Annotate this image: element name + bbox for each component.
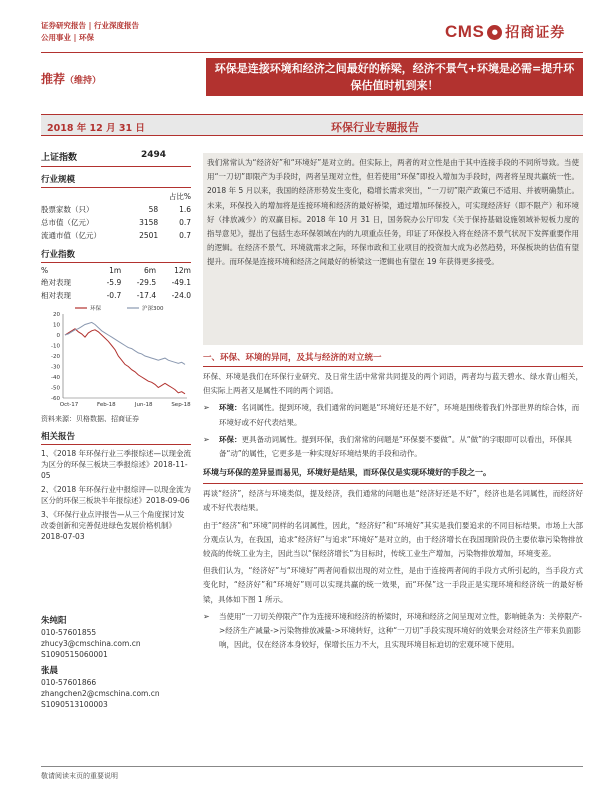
analyst-info bbox=[41, 610, 191, 710]
report-tag-2: 公用事业 | 环保 bbox=[41, 33, 94, 42]
series-line bbox=[65, 329, 185, 394]
y-tick-label: 0 bbox=[56, 333, 60, 339]
bullet-item bbox=[203, 610, 583, 653]
table-row bbox=[41, 289, 191, 302]
scale-cell: 1.6 bbox=[179, 205, 191, 214]
report-tags bbox=[41, 20, 139, 44]
scale-cell: 流通市值（亿元） bbox=[41, 231, 101, 240]
perf-table bbox=[41, 265, 191, 302]
y-tick-label: -60 bbox=[51, 396, 60, 402]
scale-cell: 3158 bbox=[139, 218, 159, 227]
scale-title: 行业规模 bbox=[41, 175, 76, 185]
y-tick-label: 10 bbox=[53, 322, 60, 329]
scale-cell: 0.7 bbox=[179, 218, 191, 227]
index-value: 2494 bbox=[140, 150, 166, 160]
perf-cell: 相对表现 bbox=[41, 291, 71, 300]
perf-cell: 绝对表现 bbox=[41, 278, 71, 287]
section-heading: 一、环保、环境的异同，及其与经济的对立统一 bbox=[203, 351, 583, 367]
key-finding: 环境与环保的差异显而易见，环境好是结果，而环保仅是实现环境好的手段之一。 bbox=[203, 467, 583, 484]
analyst-phone: 010-57601866 bbox=[41, 678, 97, 687]
cms-logo bbox=[445, 22, 565, 42]
perf-head: 6m bbox=[144, 266, 157, 275]
y-tick-label: -50 bbox=[51, 385, 60, 392]
perf-cell: -0.7 bbox=[106, 291, 122, 300]
table-row bbox=[41, 265, 191, 276]
analyst-id: S1090515060001 bbox=[41, 650, 108, 659]
report-tag-1: 证券研究报告 | 行业深度报告 bbox=[41, 21, 139, 30]
bullet-head: 环保： bbox=[219, 434, 242, 444]
x-tick-label: Oct-17 bbox=[59, 402, 79, 408]
rating-sub: （维持） bbox=[65, 76, 102, 86]
related-list bbox=[41, 448, 191, 542]
index-row bbox=[41, 150, 191, 167]
analyst-name: 张晨 bbox=[41, 666, 59, 676]
related-report-link[interactable]: 2、《2018 年环保行业中报综评—以现金流为区分的环保三板块半年报综述》2018-09-06 bbox=[41, 485, 191, 505]
scale-cell: 总市值（亿元） bbox=[41, 218, 94, 227]
perf-cell: -49.1 bbox=[171, 278, 191, 287]
analyst-name: 朱纯阳 bbox=[41, 616, 67, 626]
perf-cell: -24.0 bbox=[171, 291, 191, 300]
analyst-phone: 010-57601855 bbox=[41, 628, 97, 637]
related-title: 相关报告 bbox=[41, 432, 76, 442]
paragraph: 由于“经济”和“环境”同样的名词属性，因此，“经济好”和“环境好”其实是我们要追求的不同目标结果。市场上大部分观点认为，在我国，追求“经济好”与追求“环境好”是对立的，由于经济增长在我国现阶段仍主要依靠污染物排放较高的传统工业为主，因此当以“保经济增长”为目标时，传统工业生产增加，污染物排放增加，环境变差。 bbox=[203, 520, 583, 559]
table-row bbox=[41, 216, 191, 229]
index-chart bbox=[41, 302, 191, 412]
y-tick-label: -20 bbox=[51, 354, 60, 360]
table-row bbox=[41, 203, 191, 216]
date-bar bbox=[41, 114, 583, 136]
y-tick-label: 20 bbox=[53, 312, 60, 318]
bullet-text: 名词属性。提到环境，我们通常的问题是“环境好还是不好”，环境是围绕着我们外部世界的综合体，而环境好或不好代表结果。 bbox=[219, 403, 580, 427]
perf-cell: -17.4 bbox=[136, 291, 157, 300]
legend-label: 环保 bbox=[90, 306, 102, 312]
related-report-link[interactable]: 1、《2018 年环保行业三季报综述—以现金流为区分的环保三板块三季报综述》2018-11-05 bbox=[41, 449, 191, 480]
analyst-email[interactable]: zhucy3@cmschina.com.cn bbox=[41, 639, 141, 648]
perf-head: 12m bbox=[174, 266, 191, 275]
header-divider bbox=[41, 52, 583, 53]
related-rule bbox=[41, 444, 191, 445]
perf-cell: -5.9 bbox=[106, 278, 122, 287]
rating bbox=[41, 70, 101, 87]
bullet-text: 当使用“一刀切关停限产”作为连接环境和经济的桥梁时，环境和经济之间呈现对立性，影响链条为：关停限产->经济生产减量->污染物排放减量->环境转好，这种“一刀切”手段实现环境好的效果会对经济生产带来负面影响，因此，仅在经济本身较好，保增长压力不大，且实现环境目标迫切的宏观环境下使用。 bbox=[219, 611, 582, 650]
index-label: 上证指数 bbox=[41, 153, 78, 163]
series-line bbox=[65, 322, 185, 364]
legend-label: 沪深300 bbox=[142, 306, 164, 312]
footer-divider bbox=[41, 766, 583, 767]
arrow-bullet-icon: ➢ bbox=[203, 611, 210, 621]
summary-box: 我们常常认为“经济好”和“环境好”是对立的。但实际上，两者的对立性是由于其中连接手段的不同所导致。当使用“一刀切”即限产为手段时，两者呈现对立性，但若使用“环保”即投入增加为手段时，两者将呈现共赢统一性。2018 年 5 月以来，我国的经济形势发生变化，稳增长需求突出，“一刀切”限产政策已不适用、并被明确禁止。未来，环保投入的增加将是连接环境和经济的最好桥梁，通过增加环保投入，可实现经济好（即不限产）和环境好（排放减少）的双赢目标。2018 年 10 月 31 日，国务院办公厅印发《关于保持基础设施领域补短板力度的指导意见》，提出了包括生态环保领域在内的九项重点任务，印证了环保投入将在经济不景气状况下发挥重要作用的逻辑。在经济不景气、环境就需求之际，环保市政和工业项目的投资加大成为必然趋势，环保板块的估值有望提升。而环保是连接环境和经济之间最好的桥梁这一逻辑也有望在 19 年获得更多接受。 bbox=[203, 153, 583, 345]
perf-rule bbox=[41, 262, 191, 263]
paragraph: 但我们认为，“经济好”与“环境好”两者间看似出现的对立性，是由于连接两者间的手段方式所引起的，当手段方式变化时，“经济好”和“环境好”则可以实现共赢的统一效果，而“环保”这一手段正是实现环境和经济统一的最好桥梁，具体如下图 1 所示。 bbox=[203, 566, 583, 604]
scale-cell: 2501 bbox=[139, 231, 159, 240]
headline-banner: 环保是连接环境和经济之间最好的桥梁，经济不景气+环境是必需=提升环保估值时机到来！ bbox=[206, 58, 583, 96]
scale-cell: 0.7 bbox=[179, 231, 191, 240]
report-date: 2018 年 12 月 31 日 bbox=[47, 123, 145, 134]
arrow-bullet-icon: ➢ bbox=[203, 434, 210, 444]
chart-source: 资料来源：贝格数据、招商证券 bbox=[41, 415, 139, 423]
rating-label: 推荐 bbox=[41, 72, 66, 86]
table-row bbox=[41, 229, 191, 242]
y-tick-label: -30 bbox=[51, 364, 60, 371]
table-row bbox=[41, 276, 191, 289]
perf-head: % bbox=[41, 266, 49, 275]
perf-cell: -29.5 bbox=[136, 278, 157, 287]
related-report-link[interactable]: 3、《环保行业点评报告—从三个角度探讨发改委创新和完善促进绿色发展价格机制》2018-07-03 bbox=[41, 510, 185, 541]
scale-rule bbox=[41, 187, 191, 188]
logo-emblem-icon: ● bbox=[487, 25, 502, 40]
logo-text-en: CMS bbox=[445, 22, 485, 41]
bullet-item bbox=[203, 433, 583, 461]
index-chart-svg bbox=[41, 302, 191, 412]
sidebar bbox=[41, 150, 191, 542]
main-content bbox=[203, 153, 583, 652]
x-tick-label: Feb-18 bbox=[96, 402, 116, 408]
y-tick-label: -40 bbox=[51, 375, 60, 381]
logo-text-cn: 招商证券 bbox=[505, 25, 566, 41]
perf-title: 行业指数 bbox=[41, 250, 76, 260]
paragraph: 再谈“经济”，经济与环境类似，提及经济，我们通常的问题也是“经济好还是不好”，经济也是名词属性，而经济好或不好代表结果。 bbox=[203, 489, 583, 513]
bullet-item bbox=[203, 401, 583, 429]
perf-head: 1m bbox=[109, 266, 122, 275]
analyst-id: S1090513100003 bbox=[41, 700, 108, 709]
scale-header: 占比% bbox=[168, 192, 191, 201]
scale-cell: 股票家数（只） bbox=[41, 205, 94, 214]
scale-cell: 58 bbox=[148, 205, 159, 214]
y-tick-label: -10 bbox=[51, 343, 60, 350]
paragraph: 环保、环境是我们在环保行业研究、及日常生活中常常共同提及的两个词语，两者均与蓝天碧水、绿水青山相关，但实际上两者又是属性不同的两个词语。 bbox=[203, 372, 583, 396]
bullet-text: 更具备动词属性。提到环保，我们常常的问题是“环保要不要做”。从“做”的字眼即可以看出，环保具备“动”的属性，它更多是一种实现好环境结果的手段和动作。 bbox=[219, 434, 573, 459]
arrow-bullet-icon: ➢ bbox=[203, 403, 210, 413]
bullet-head: 环境： bbox=[219, 403, 242, 413]
analyst-email[interactable]: zhangchen2@cmschina.com.cn bbox=[41, 689, 160, 698]
x-tick-label: Sep-18 bbox=[171, 402, 191, 408]
scale-table bbox=[41, 190, 191, 242]
footer-note: 敬请阅读末页的重要说明 bbox=[41, 772, 118, 780]
x-tick-label: Jun-18 bbox=[134, 402, 153, 408]
report-title: 环保行业专题报告 bbox=[331, 121, 419, 134]
